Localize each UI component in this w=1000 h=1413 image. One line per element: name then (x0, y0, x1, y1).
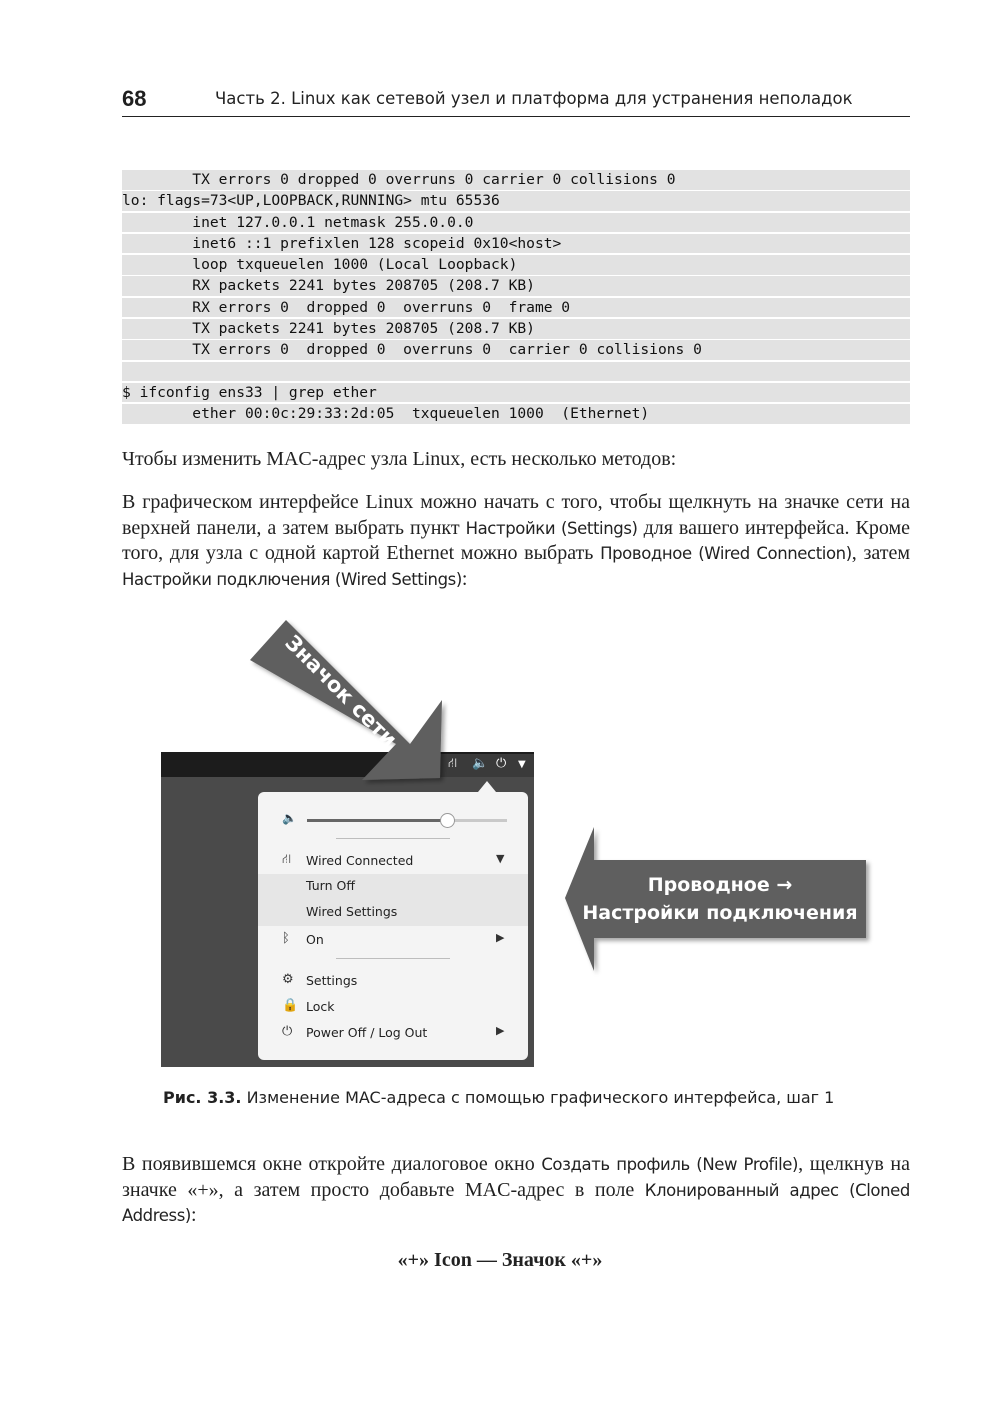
speaker-icon[interactable]: 🔈 (472, 756, 489, 771)
menu-item-label: Wired Connected (306, 853, 414, 868)
lock-icon: 🔒 (282, 998, 299, 1013)
power-icon: ⏻ (282, 1024, 293, 1039)
text: В появившемся окне откройте диалоговое окно (122, 1153, 542, 1175)
text: : (190, 1204, 197, 1226)
callout-network-label: Значок сети (280, 630, 402, 752)
code-line: TX errors 0 dropped 0 overruns 0 carrier 0 collisions 0 (122, 340, 910, 360)
bluetooth-icon: ᛒ (282, 931, 290, 946)
ui-term-wired-settings: Настройки подключения (Wired Settings) (122, 569, 462, 589)
network-icon[interactable]: ⛙ (448, 756, 458, 771)
menu-item-label: Settings (306, 973, 358, 988)
power-icon[interactable]: ⏻ (496, 756, 507, 771)
text: : (461, 567, 468, 590)
paragraph-methods: Чтобы изменить MAC-адрес узла Linux, есть несколько методов: (122, 448, 677, 470)
code-line: $ ifconfig ens33 | grep ether (122, 383, 910, 403)
text: , затем (851, 542, 910, 564)
gear-icon: ⚙ (282, 972, 294, 987)
volume-icon: 🔈 (282, 811, 297, 825)
code-line: TX errors 0 dropped 0 overruns 0 carrier 0 collisions 0 (122, 170, 910, 190)
figure-caption (163, 1088, 834, 1107)
code-line: inet 127.0.0.1 netmask 255.0.0.0 (122, 213, 910, 233)
chevron-right-icon: ▶ (496, 1024, 505, 1037)
menu-item-label: On (306, 932, 324, 947)
ui-term-wired-connection: Проводное (Wired Connection) (600, 544, 852, 563)
code-line: loop txqueuelen 1000 (Local Loopback) (122, 255, 910, 275)
callout-arrow-wired-settings (565, 827, 866, 971)
caret-down-icon[interactable]: ▼ (518, 759, 526, 770)
code-line: TX packets 2241 bytes 208705 (208.7 KB) (122, 319, 910, 339)
code-line: ether 00:0c:29:33:2d:05 txqueuelen 1000 (Ethernet) (122, 404, 910, 424)
code-line: RX packets 2241 bytes 208705 (208.7 KB) (122, 276, 910, 296)
text: для вашего интерфейса. Кроме того, для узла с одной картой Ethernet можно выбрать (122, 516, 911, 564)
callout-wired-line2: Настройки подключения (582, 902, 858, 924)
caption-text: Изменение MAC-адреса с помощью графического интерфейса, шаг 1 (241, 1088, 835, 1107)
menu-item-label: Turn Off (306, 878, 355, 893)
paragraph-new-profile (122, 1152, 910, 1229)
icon-heading: «+» Icon — Значок «+» (397, 1249, 603, 1271)
code-line: RX errors 0 dropped 0 overruns 0 frame 0 (122, 298, 910, 318)
menu-item-label: Power Off / Log Out (306, 1025, 428, 1040)
running-head: Часть 2. Linux как сетевой узел и платформа для устранения неполадок (215, 89, 853, 108)
chevron-right-icon: ▶ (496, 931, 505, 944)
callout-wired-line1: Проводное → (647, 874, 793, 896)
ui-term-cloned-address: Клонированный адрес (Cloned Address) (122, 1180, 910, 1225)
text: , щелкнув на значке «+», а затем просто добавьте MAC-адрес в поле (122, 1153, 910, 1201)
network-icon: ⛙ (282, 852, 292, 867)
ui-term-new-profile: Создать профиль (New Profile) (541, 1155, 799, 1174)
menu-item-label: Lock (306, 999, 335, 1014)
code-line: lo: flags=73<UP,LOOPBACK,RUNNING> mtu 65536 (122, 191, 910, 211)
caption-label: Рис. 3.3. (163, 1088, 242, 1107)
ui-term-settings: Настройки (Settings) (465, 518, 638, 538)
page-number: 68 (122, 86, 147, 111)
text: В графическом интерфейсе Linux можно начать с того, чтобы щелкнуть на значке сети на верхней панели, а затем выбрать пункт (122, 491, 910, 539)
code-line: inet6 ::1 prefixlen 128 scopeid 0x10<host> (122, 234, 910, 254)
chevron-down-icon: ▼ (496, 852, 505, 865)
menu-item-label: Wired Settings (306, 904, 398, 919)
